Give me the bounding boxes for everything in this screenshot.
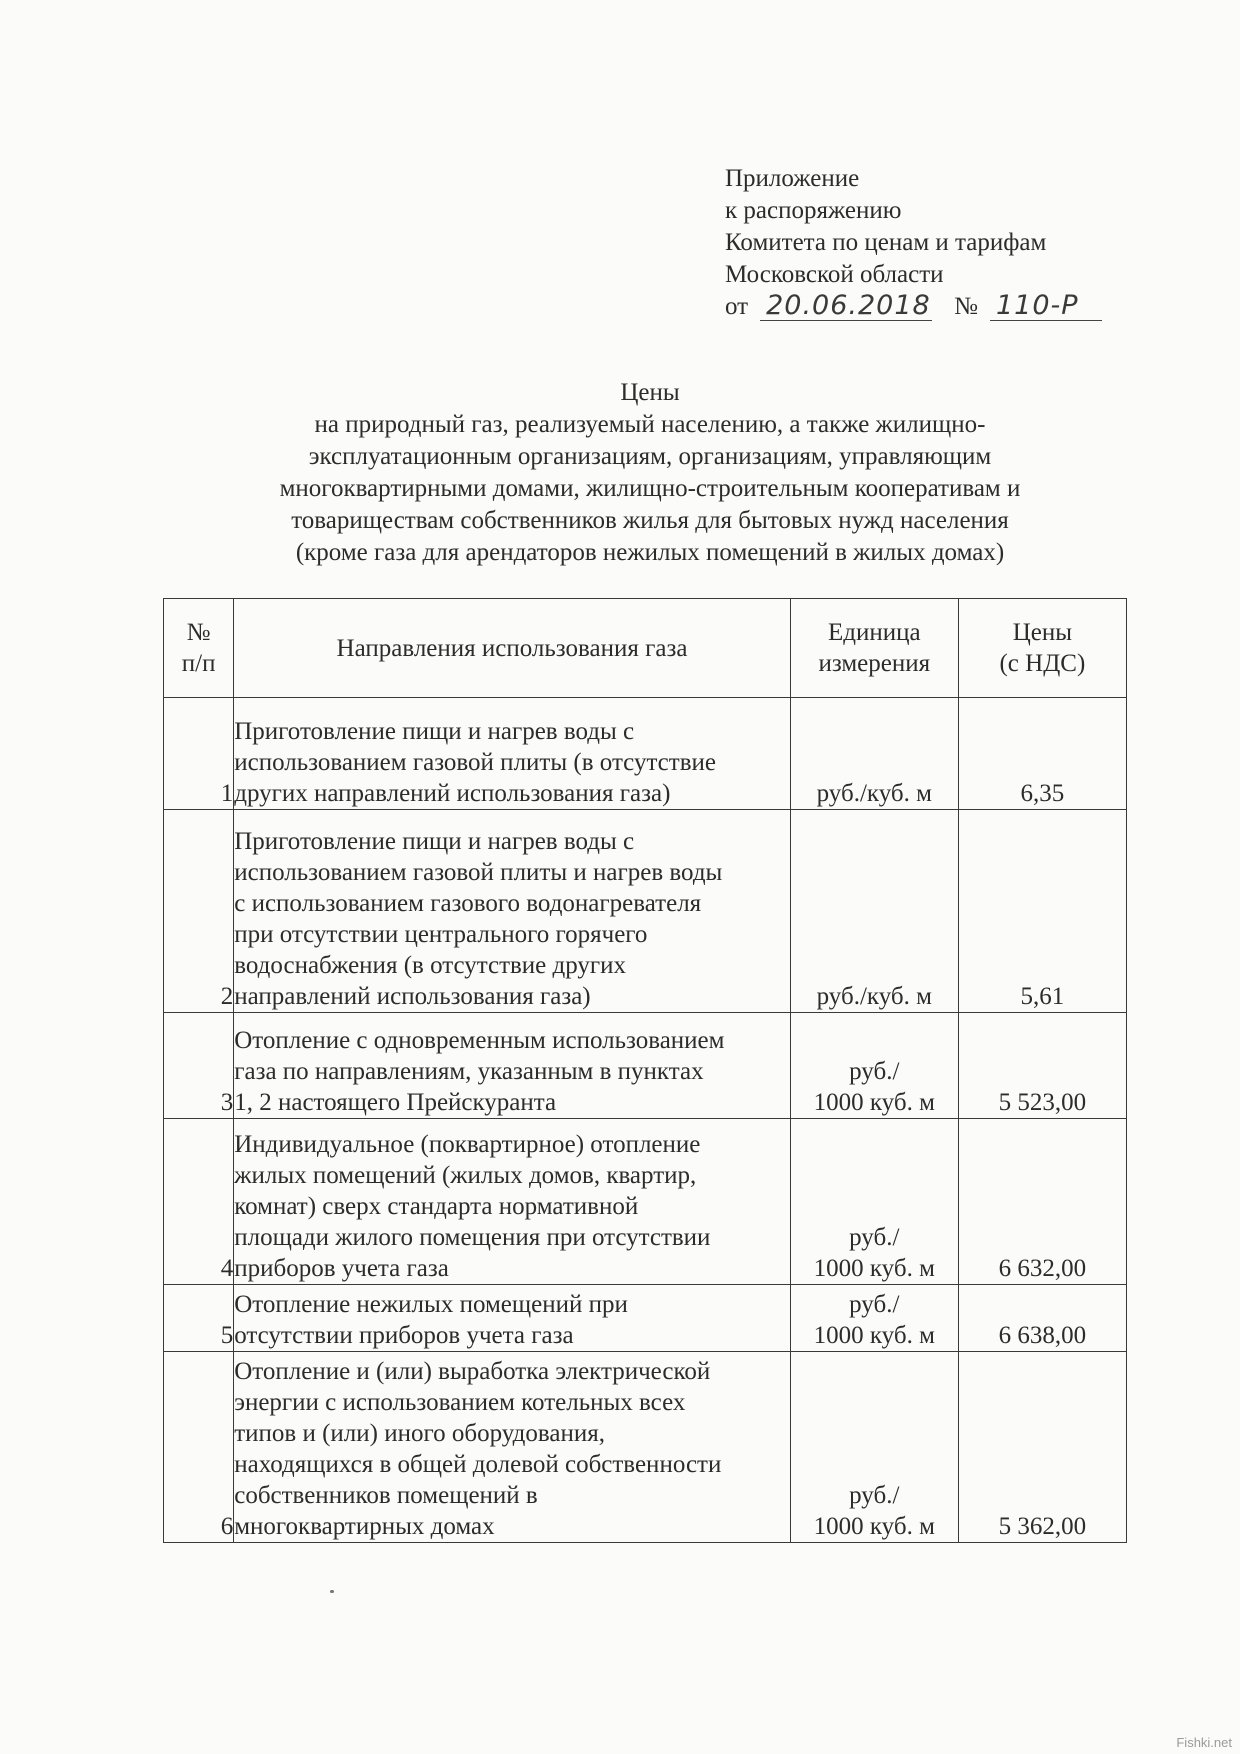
- order-reference: [725, 291, 1102, 323]
- unit-line: руб./: [849, 1058, 900, 1085]
- table-header-row: [164, 599, 1127, 698]
- title-line: (кроме газа для арендаторов нежилых помещений в жилых домах): [295, 539, 1005, 566]
- row-price: 5 362,00: [958, 1352, 1126, 1543]
- row-price: 6,35: [958, 698, 1126, 810]
- direction-line: Отопление нежилых помещений при: [234, 1291, 628, 1318]
- direction-line: Отопление и (или) выработка электрической: [234, 1358, 711, 1385]
- row-direction: [234, 698, 791, 810]
- direction-line: Приготовление пищи и нагрев воды с: [234, 718, 635, 745]
- direction-line: комнат) сверх стандарта нормативной: [234, 1193, 639, 1220]
- row-unit: [790, 1013, 958, 1119]
- watermark: Fishki.net: [1176, 1735, 1232, 1750]
- row-direction: [234, 1013, 791, 1119]
- header-unit-line: измерения: [818, 650, 931, 677]
- direction-line: площади жилого помещения при отсутствии: [234, 1224, 711, 1251]
- row-number: 6: [164, 1352, 234, 1543]
- row-number: 3: [164, 1013, 234, 1119]
- header-price: [958, 599, 1126, 698]
- title-line: на природный газ, реализуемый населению, а также жилищно-: [314, 411, 986, 438]
- table-row: [164, 1119, 1127, 1285]
- unit-line: руб./: [849, 1482, 900, 1509]
- direction-line: приборов учета газа: [234, 1255, 449, 1282]
- title-line: товариществам собственников жилья для бытовых нужд населения: [291, 507, 1009, 534]
- unit-line: руб./: [849, 1291, 900, 1318]
- row-number: 4: [164, 1119, 234, 1285]
- unit-line: руб./куб. м: [816, 780, 932, 807]
- direction-line: водоснабжения (в отсутствие других: [234, 952, 627, 979]
- direction-line: типов и (или) иного оборудования,: [234, 1420, 605, 1447]
- row-unit: [790, 698, 958, 810]
- direction-line: отсутствии приборов учета газа: [234, 1322, 574, 1349]
- title-heading: Цены: [620, 379, 680, 406]
- direction-line: собственников помещений в: [234, 1482, 538, 1509]
- row-number: 2: [164, 810, 234, 1013]
- row-direction: [234, 1119, 791, 1285]
- direction-line: Индивидуальное (поквартирное) отопление: [234, 1131, 701, 1158]
- direction-line: Отопление с одновременным использованием: [234, 1027, 725, 1054]
- row-direction: [234, 1285, 791, 1352]
- row-unit: [790, 1285, 958, 1352]
- header-num: [164, 599, 234, 698]
- table-row: [164, 1352, 1127, 1543]
- header-price-line: Цены: [1012, 619, 1073, 646]
- header-unit-line: Единица: [827, 619, 921, 646]
- direction-line: 1, 2 настоящего Прейскуранта: [234, 1089, 557, 1116]
- unit-line: 1000 куб. м: [813, 1322, 935, 1349]
- row-unit: [790, 810, 958, 1013]
- unit-line: 1000 куб. м: [813, 1513, 935, 1540]
- row-price: 6 632,00: [958, 1119, 1126, 1285]
- direction-line: жилых помещений (жилых домов, квартир,: [234, 1162, 697, 1189]
- appendix-line: Приложение: [725, 165, 860, 192]
- table-row: [164, 810, 1127, 1013]
- appendix-block: [725, 163, 1102, 323]
- direction-line: направлений использования газа): [234, 983, 591, 1010]
- table-row: [164, 1285, 1127, 1352]
- direction-line: использованием газовой плиты и нагрев воды: [234, 859, 723, 886]
- title-line: многоквартирными домами, жилищно-строительным кооперативам и: [279, 475, 1021, 502]
- row-direction: [234, 810, 791, 1013]
- direction-line: газа по направлениям, указанным в пунктах: [234, 1058, 704, 1085]
- direction-line: использованием газовой плиты (в отсутствие: [234, 749, 716, 776]
- scan-speck: [330, 1590, 334, 1593]
- appendix-line: к распоряжению: [725, 197, 902, 224]
- header-direction: Направления использования газа: [234, 599, 791, 698]
- unit-line: 1000 куб. м: [813, 1089, 935, 1116]
- document-title: [180, 377, 1120, 569]
- table-row: [164, 698, 1127, 810]
- unit-line: руб./куб. м: [816, 983, 932, 1010]
- header-unit: [790, 599, 958, 698]
- appendix-line: Комитета по ценам и тарифам: [725, 229, 1047, 256]
- unit-line: 1000 куб. м: [813, 1255, 935, 1282]
- appendix-line: Московской области: [725, 261, 944, 288]
- row-price: 6 638,00: [958, 1285, 1126, 1352]
- from-label: от: [725, 293, 749, 320]
- direction-line: Приготовление пищи и нагрев воды с: [234, 828, 635, 855]
- row-price: 5 523,00: [958, 1013, 1126, 1119]
- title-line: эксплуатационным организациям, организациям, управляющим: [308, 443, 992, 470]
- row-number: 5: [164, 1285, 234, 1352]
- unit-line: руб./: [849, 1224, 900, 1251]
- row-number: 1: [164, 698, 234, 810]
- direction-line: при отсутствии центрального горячего: [234, 921, 648, 948]
- table-row: [164, 1013, 1127, 1119]
- header-price-line: (с НДС): [999, 650, 1086, 677]
- direction-line: с использованием газового водонагревателя: [234, 890, 702, 917]
- direction-line: других направлений использования газа): [234, 780, 671, 807]
- handwritten-date: 20.06.2018: [760, 292, 932, 321]
- direction-line: многоквартирных домах: [234, 1513, 495, 1540]
- row-unit: [790, 1352, 958, 1543]
- number-label: №: [954, 293, 978, 320]
- row-direction: [234, 1352, 791, 1543]
- direction-line: энергии с использованием котельных всех: [234, 1389, 686, 1416]
- price-table: [163, 598, 1127, 1543]
- row-unit: [790, 1119, 958, 1285]
- header-num-line: №: [186, 619, 211, 646]
- handwritten-number: 110-Р: [990, 292, 1102, 321]
- direction-line: находящихся в общей долевой собственности: [234, 1451, 722, 1478]
- row-price: 5,61: [958, 810, 1126, 1013]
- header-num-line: п/п: [181, 650, 216, 677]
